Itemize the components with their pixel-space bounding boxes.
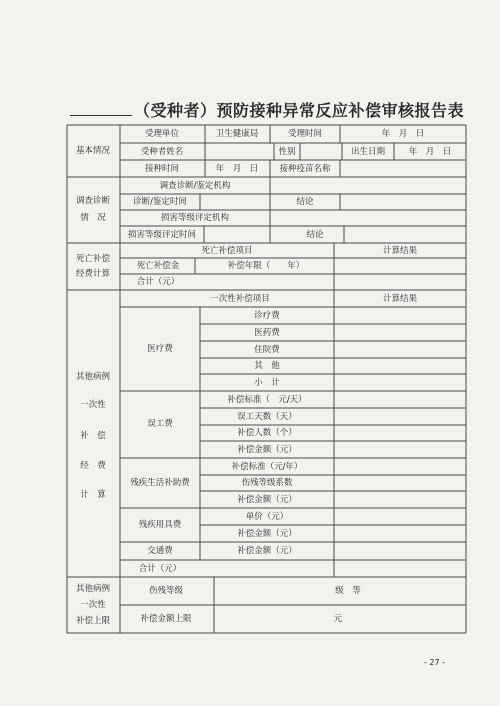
section-investigation-line2: 情 况	[80, 213, 106, 223]
vaccine-name-label: 接种疫苗名称	[279, 164, 331, 174]
other-total-label: 合计（元）	[138, 564, 182, 574]
page-number: - 27 -	[424, 658, 446, 667]
diag-time-label: 诊断/鉴定时间	[133, 197, 187, 207]
transport-item: 补偿金额（元）	[237, 546, 297, 556]
section-limit-line3: 补偿上限	[75, 616, 111, 626]
disability-grade-label: 伤残等级	[148, 586, 184, 596]
other-result-header: 计算结果	[382, 294, 418, 304]
limit-amount-label: 补偿金额上限	[140, 614, 192, 624]
section-other-line4: 经 费	[80, 461, 106, 471]
grade-time-label: 损害等级评定时间	[127, 230, 197, 240]
section-other-line5: 计 算	[80, 490, 106, 500]
conclusion-label-1: 结论	[296, 197, 314, 207]
section-limit-line2: 一次性	[80, 600, 106, 610]
disability-device-item: 单价（元）	[245, 512, 289, 522]
accept-unit-label: 受理单位	[144, 129, 180, 139]
diag-org-label: 调查诊断/鉴定机构	[159, 181, 231, 191]
section-death-line1: 死亡补偿	[75, 254, 111, 264]
disability-living-item: 伤残等级系数	[241, 478, 293, 488]
title-text: （受种者）预防接种异常反应补偿审核报告表	[134, 101, 465, 120]
limit-amount-value: 元	[333, 614, 343, 624]
medical-item: 诊疗费	[254, 311, 280, 321]
medical-fee-label: 医疗费	[147, 344, 173, 354]
disability-living-item: 补偿金额（元）	[237, 495, 297, 505]
conclusion-label-2: 结论	[306, 230, 324, 240]
death-total-label: 合计（元）	[136, 277, 180, 287]
disability-grade-value: 级 等	[335, 586, 361, 596]
disability-living-item: 补偿标准（元/年）	[231, 462, 303, 472]
vacc-time-value: 年 月 日	[215, 164, 259, 174]
disability-device-label: 残疾用具费	[138, 520, 182, 530]
section-other-line3: 补 偿	[80, 431, 106, 441]
section-basic-info: 基本情况	[75, 146, 111, 156]
vacc-time-label: 接种时间	[144, 164, 180, 174]
birth-date-label: 出生日期	[350, 147, 386, 157]
disability-device-item: 补偿金额（元）	[237, 529, 297, 539]
section-other-line2: 一次性	[80, 400, 106, 410]
section-other-line1: 其他病例	[75, 372, 111, 382]
grade-org-label: 损害等级评定机构	[160, 213, 230, 223]
section-death-line2: 经费计算	[75, 269, 111, 279]
medical-subtotal: 小 计	[254, 378, 280, 388]
death-result-header: 计算结果	[382, 246, 418, 256]
disability-living-label: 残疾生活补助费	[130, 478, 190, 488]
gender-label: 性别	[278, 147, 296, 157]
lost-work-item: 误工天数（天）	[237, 412, 297, 422]
birth-date-value: 年 月 日	[408, 147, 452, 157]
lost-work-item: 补偿标准（ 元/天）	[227, 395, 307, 405]
lost-work-label: 误工费	[147, 419, 173, 429]
death-years-label: 补偿年限（ 年）	[227, 261, 305, 271]
lost-work-item: 补偿金额（元）	[237, 445, 297, 455]
medical-item: 其 他	[254, 361, 280, 371]
accept-time-value: 年 月 日	[381, 129, 425, 139]
lost-work-item: 补偿人数（个）	[237, 428, 297, 438]
other-item-header: 一次性补偿项目	[210, 294, 270, 304]
section-investigation-line1: 调查诊断	[75, 196, 111, 206]
transport-fee-label: 交通费	[147, 546, 173, 556]
accept-unit-value: 卫生健康局	[215, 129, 259, 139]
death-item-header: 死亡补偿项目	[201, 246, 253, 256]
section-limit-line1: 其他病例	[75, 584, 111, 594]
death-fund-label: 死亡补偿金	[136, 261, 180, 271]
medical-item: 医药费	[254, 328, 280, 338]
accept-time-label: 受理时间	[287, 129, 323, 139]
medical-item: 住院费	[254, 345, 280, 355]
name-label: 受种者姓名	[140, 147, 184, 157]
